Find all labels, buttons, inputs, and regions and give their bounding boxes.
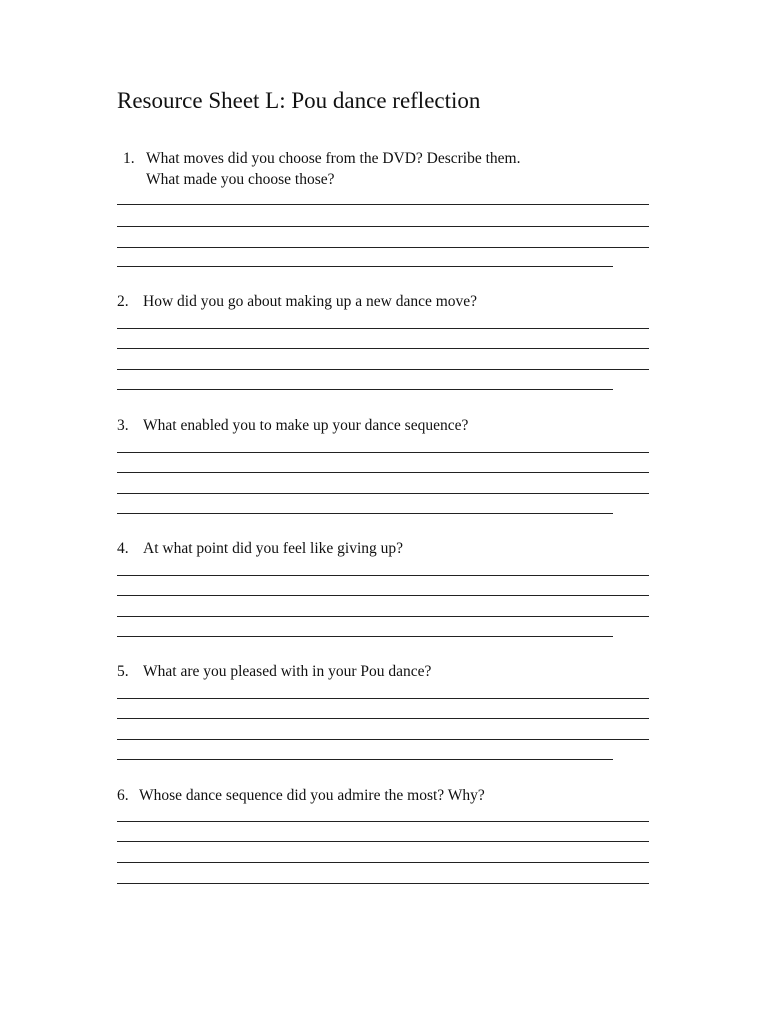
question-text: At what point did you feel like giving up? xyxy=(143,540,404,557)
question-heading xyxy=(117,415,657,436)
answer-line[interactable] xyxy=(117,389,613,390)
question-number: 2. xyxy=(117,293,129,310)
answer-line[interactable] xyxy=(117,328,649,329)
answer-line[interactable] xyxy=(117,759,613,760)
answer-line[interactable] xyxy=(117,718,649,719)
question-number: 1. xyxy=(123,150,135,167)
page-title: Resource Sheet L: Pou dance reflection xyxy=(117,88,481,113)
question-number: 4. xyxy=(117,540,129,557)
question-heading xyxy=(117,661,657,682)
question-text: How did you go about making up a new dance move? xyxy=(143,293,478,310)
answer-line[interactable] xyxy=(117,698,649,699)
answer-line[interactable] xyxy=(117,841,649,842)
question-5 xyxy=(117,661,657,682)
question-text: What are you pleased with in your Pou dance? xyxy=(143,663,432,680)
answer-line[interactable] xyxy=(117,369,649,370)
question-2 xyxy=(117,291,657,312)
question-text: Whose dance sequence did you admire the most? Why? xyxy=(139,787,485,804)
question-number: 3. xyxy=(117,417,129,434)
answer-line[interactable] xyxy=(117,616,649,617)
answer-line[interactable] xyxy=(117,575,649,576)
answer-line[interactable] xyxy=(117,204,649,205)
answer-line[interactable] xyxy=(117,247,649,248)
answer-line[interactable] xyxy=(117,595,649,596)
question-heading xyxy=(117,538,657,559)
question-1 xyxy=(117,148,657,188)
answer-line[interactable] xyxy=(117,739,649,740)
question-heading xyxy=(117,785,657,806)
answer-line[interactable] xyxy=(117,266,613,267)
answer-line[interactable] xyxy=(117,226,649,227)
answer-line[interactable] xyxy=(117,862,649,863)
answer-line[interactable] xyxy=(117,821,649,822)
question-text: What moves did you choose from the DVD? Describe them. xyxy=(146,150,521,167)
question-text: What enabled you to make up your dance sequence? xyxy=(143,417,469,434)
question-heading xyxy=(117,291,657,312)
answer-line[interactable] xyxy=(117,348,649,349)
question-4 xyxy=(117,538,657,559)
question-text-line-2: What made you choose those? xyxy=(146,171,335,188)
answer-line[interactable] xyxy=(117,472,649,473)
question-3 xyxy=(117,415,657,436)
question-number: 5. xyxy=(117,663,129,680)
question-heading xyxy=(117,148,657,188)
answer-line[interactable] xyxy=(117,493,649,494)
answer-line[interactable] xyxy=(117,883,649,884)
answer-line[interactable] xyxy=(117,636,613,637)
answer-line[interactable] xyxy=(117,452,649,453)
question-6 xyxy=(117,785,657,806)
question-number: 6. xyxy=(117,787,129,804)
answer-line[interactable] xyxy=(117,513,613,514)
